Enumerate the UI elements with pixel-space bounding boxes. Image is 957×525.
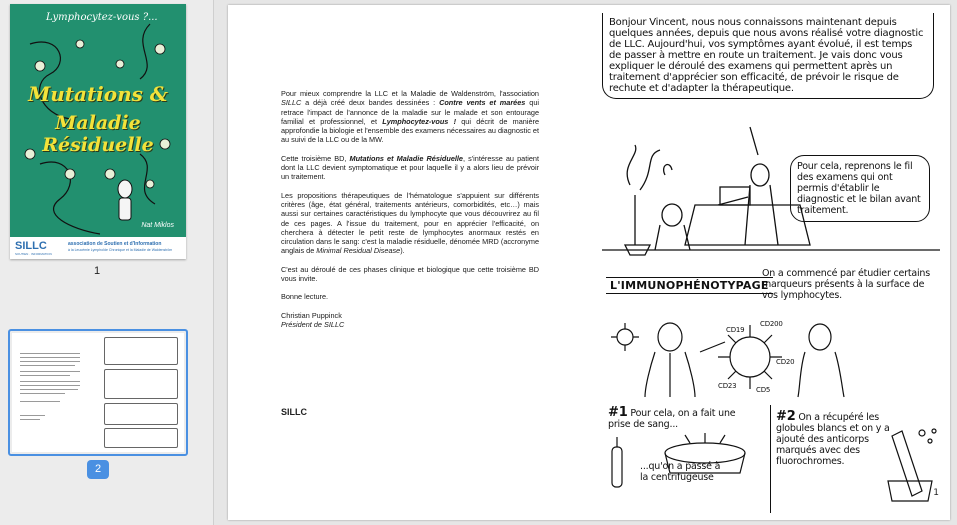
intro-paragraph-1: Pour mieux comprendre la LLC et la Maladie de Waldenström, l'association SILLC a déjà créé deux bandes dessinées : Contre vents et marées qui retrace l'impact de l'annonce de la maladie sur le malade et son entourage familial et professionnel, et Lymphocytez-vous ! qui décrit de manière approfondie la biologie et l'ensemble des examens nécessaires au diagnostic et au suivi de la LLC ou de la MW. bbox=[281, 89, 540, 145]
section-title: L'IMMUNOPHÉNOTYPAGE bbox=[606, 277, 773, 294]
intro-paragraph-5: Bonne lecture. bbox=[281, 292, 329, 302]
sillc-logo-tagline: SOUTIEN · INFORMATION bbox=[15, 252, 52, 256]
intro-text bbox=[281, 89, 539, 329]
cover-title-line-2: Maladie Résiduelle bbox=[42, 112, 154, 156]
document-page bbox=[228, 5, 950, 520]
thumbnail-sidebar bbox=[0, 0, 214, 525]
panel-divider bbox=[770, 405, 771, 513]
page-number: 1 bbox=[933, 488, 939, 498]
cover-author: Nat Miklos bbox=[141, 222, 174, 229]
lymphocyte-markers-illustration bbox=[600, 297, 945, 407]
doctor-speech-bubble-2: Pour cela, reprenons le fil des examens qui ont permis d'établir le diagnostic et le bilan avant traitement. bbox=[790, 155, 930, 222]
comic-panels bbox=[600, 5, 945, 520]
cover-thumbnail bbox=[10, 4, 186, 259]
marker-cd5: CD5 bbox=[756, 386, 771, 394]
step-2-caption: #2 On a récupéré les globules blancs et on y a ajouté des anticorps marqués avec des fluorochromes. bbox=[776, 409, 890, 467]
marker-cd20: CD20 bbox=[776, 358, 795, 366]
sillc-logo: SILLC bbox=[15, 240, 47, 252]
marker-cd19: CD19 bbox=[726, 326, 745, 334]
cover-association-line-1: association de Soutien et d'Information bbox=[68, 241, 162, 247]
page-2-thumbnail bbox=[12, 333, 184, 452]
intro-paragraph-4: C'est au déroulé de ces phases clinique et biologique que cette troisième BD vous invite. bbox=[281, 264, 539, 284]
step-1-caption: #1 Pour cela, on a fait une prise de sang... bbox=[608, 405, 736, 430]
thumbnail-page-2[interactable] bbox=[8, 329, 188, 456]
intro-paragraph-2: Cette troisième BD, Mutations et Maladie Résiduelle, s'intéresse au patient dont la LLC devient symptomatique et pour laquelle il y a alors lieu de prévoir un traitement. bbox=[281, 153, 539, 182]
marker-cd200: CD200 bbox=[760, 320, 783, 328]
marker-cd23: CD23 bbox=[718, 382, 737, 390]
cover-title-line-1: Mutations & bbox=[28, 82, 168, 106]
signature-role: Président de SILLC bbox=[281, 319, 345, 329]
sillc-logo: SILLC bbox=[281, 407, 307, 417]
thumbnail-page-number-1: 1 bbox=[94, 265, 101, 277]
thumbnail-page-1[interactable] bbox=[10, 4, 186, 259]
thumbnail-page-number-2: 2 bbox=[87, 460, 109, 479]
doctor-speech-bubble: Bonjour Vincent, nous nous connaissons maintenant depuis quelques années, depuis que nous avons réalisé votre diagnostic de LLC. Aujourd'hui, vos symptômes ayant évolué, il est temps de passer à mettre en route un traitement. Je vais donc vous expliquer le déroulé des examens qui permettent après un traitement d'apprécier son efficacité, de prévoir le risque de rechute et d'adapter la thérapeutique. bbox=[602, 13, 934, 99]
intro-paragraph-3: Les propositions thérapeutiques de l'hématologue s'appuient sur différents critères (âge, état général, traitements antérieurs, comorbidités, etc…) mais aussi sur certaines caractéristiques du lymphocyte que vous découvrirez au fil de ces pages. A l'issue du traitement, pour en apprécier l'efficacité, on cherchera à détecter le petit reste de lymphocytes anormaux restés en circulation dans le sang: c'est la maladie résiduelle, dénomée MRD (accronyme anglais de Minimal Residual Disease). bbox=[281, 190, 539, 256]
cover-footer bbox=[10, 237, 186, 259]
cover-association-line-2: à la Leucémie Lymphoïde Chronique et la Maladie de Waldenström bbox=[68, 248, 173, 252]
cover-subtitle: Lymphocytez-vous ?... bbox=[46, 12, 158, 23]
doctor-office-illustration bbox=[600, 5, 945, 265]
section-description: On a commencé par étudier certains marqueurs présents à la surface de vos lymphocytes. bbox=[762, 268, 930, 301]
step-1-caption-2: ...qu'on a passé à la centrifugeuse bbox=[640, 461, 721, 483]
signature-name: Christian Puppinck bbox=[281, 310, 342, 320]
